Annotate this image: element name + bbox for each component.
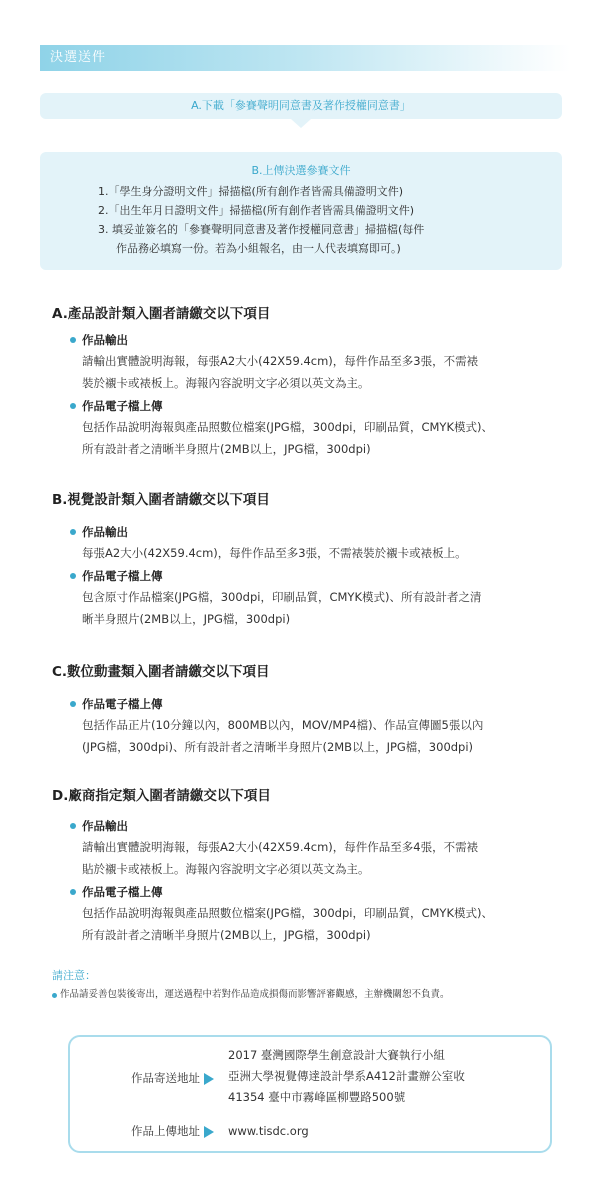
item-line: 所有設計者之清晰半身照片(2MB以上，JPG檔，300dpi) — [82, 928, 371, 942]
mail-address-line: 41354 臺中市霧峰區柳豐路500號 — [228, 1090, 406, 1104]
bullet-dot-icon — [70, 889, 76, 895]
item-line: 每張A2大小(42X59.4cm)，每件作品至多3張，不需裱裝於襯卡或裱板上。 — [82, 546, 467, 560]
item-title: 作品輸出 — [52, 816, 572, 836]
section-title: 決選送件 — [50, 50, 107, 65]
upload-address-link[interactable]: www.tisdc.org — [228, 1124, 309, 1138]
step-b-line: 作品務必填寫一份。若為小組報名，由一人代表填寫即可。) — [116, 242, 401, 255]
item-body — [52, 416, 572, 460]
arrow-right-icon — [204, 1073, 214, 1085]
section-vendor-designated — [52, 786, 572, 946]
mail-address-line: 亞洲大學視覺傳達設計學系A412計畫辦公室收 — [228, 1069, 465, 1083]
step-a-box — [40, 93, 562, 119]
notice — [52, 968, 572, 1003]
contact-box — [68, 1035, 552, 1153]
bullet-dot-icon — [52, 993, 57, 998]
item-line: (JPG檔，300dpi)、所有設計者之清晰半身照片(2MB以上，JPG檔，300dpi) — [82, 740, 474, 754]
item-line: 包括作品說明海報與產品照數位檔案(JPG檔，300dpi，印刷品質，CMYK模式)、 — [82, 420, 493, 434]
bullet-dot-icon — [70, 337, 76, 343]
item-body — [52, 542, 572, 564]
item-line: 裝於襯卡或裱板上。海報內容說明文字必須以英文為主。 — [82, 376, 370, 390]
item-line: 包括作品正片(10分鐘以內，800MB以內，MOV/MP4檔)、作品宣傳圖5張以內 — [82, 718, 484, 732]
bullet-dot-icon — [70, 573, 76, 579]
section-heading: C.數位動畫類入圍者請繳交以下項目 — [52, 664, 270, 680]
section-product-design — [52, 304, 572, 460]
item-line: 晰半身照片(2MB以上，JPG檔，300dpi) — [82, 612, 291, 626]
mail-address-line: 2017 臺灣國際學生創意設計大賽執行小組 — [228, 1048, 445, 1062]
step-b-box — [40, 152, 562, 270]
mail-address-value — [228, 1045, 465, 1108]
notice-title: 請注意： — [52, 969, 96, 982]
item-line: 包括作品說明海報與產品照數位檔案(JPG檔，300dpi，印刷品質，CMYK模式)、 — [82, 906, 493, 920]
bullet-dot-icon — [70, 403, 76, 409]
item-body — [52, 714, 572, 758]
item-title: 作品電子檔上傳 — [52, 566, 572, 586]
item-title: 作品輸出 — [52, 522, 572, 542]
item-title: 作品電子檔上傳 — [52, 694, 572, 714]
section-digital-animation — [52, 662, 572, 758]
step-b-line: 1.「學生身分證明文件」掃描檔(所有創作者皆需具備證明文件) — [98, 185, 404, 198]
item-title: 作品電子檔上傳 — [52, 396, 572, 416]
item-title: 作品電子檔上傳 — [52, 882, 572, 902]
item-body — [52, 902, 572, 946]
item-body — [52, 836, 572, 880]
step-a-text: A.下載「參賽聲明同意書及著作授權同意書」 — [191, 99, 411, 112]
item-line: 貼於襯卡或裱板上。海報內容說明文字必須以英文為主。 — [82, 862, 370, 876]
upload-address-label: 作品上傳地址 — [131, 1124, 200, 1138]
step-b-line: 3. 填妥並簽名的「參賽聲明同意書及著作授權同意書」掃描檔(每件 — [98, 223, 425, 236]
notice-line: 作品請妥善包裝後寄出，運送過程中若對作品造成損傷而影響評審觀感，主辦機關恕不負責。 — [52, 987, 572, 1003]
item-body — [52, 350, 572, 394]
item-line: 請輸出實體說明海報，每張A2大小(42X59.4cm)，每件作品至多3張，不需裱 — [82, 354, 479, 368]
item-title: 作品輸出 — [52, 330, 572, 350]
arrow-right-icon — [204, 1126, 214, 1138]
section-heading: D.廠商指定類入圍者請繳交以下項目 — [52, 788, 271, 804]
bullet-dot-icon — [70, 529, 76, 535]
section-heading: B.視覺設計類入圍者請繳交以下項目 — [52, 492, 270, 508]
step-b-line: 2.「出生年月日證明文件」掃描檔(所有創作者皆需具備證明文件) — [98, 204, 415, 217]
section-visual-design — [52, 490, 572, 630]
bullet-dot-icon — [70, 701, 76, 707]
item-line: 包含原寸作品檔案(JPG檔，300dpi，印刷品質，CMYK模式)、所有設計者之清 — [82, 590, 482, 604]
mail-address-label: 作品寄送地址 — [131, 1071, 200, 1085]
step-b-title: B.上傳決選參賽文件 — [251, 164, 351, 177]
item-line: 請輸出實體說明海報，每張A2大小(42X59.4cm)，每件作品至多4張，不需裱 — [82, 840, 479, 854]
item-line: 所有設計者之清晰半身照片(2MB以上，JPG檔，300dpi) — [82, 442, 371, 456]
section-heading: A.產品設計類入圍者請繳交以下項目 — [52, 306, 271, 322]
bullet-dot-icon — [70, 823, 76, 829]
section-title-bar — [40, 45, 570, 71]
item-body — [52, 586, 572, 630]
